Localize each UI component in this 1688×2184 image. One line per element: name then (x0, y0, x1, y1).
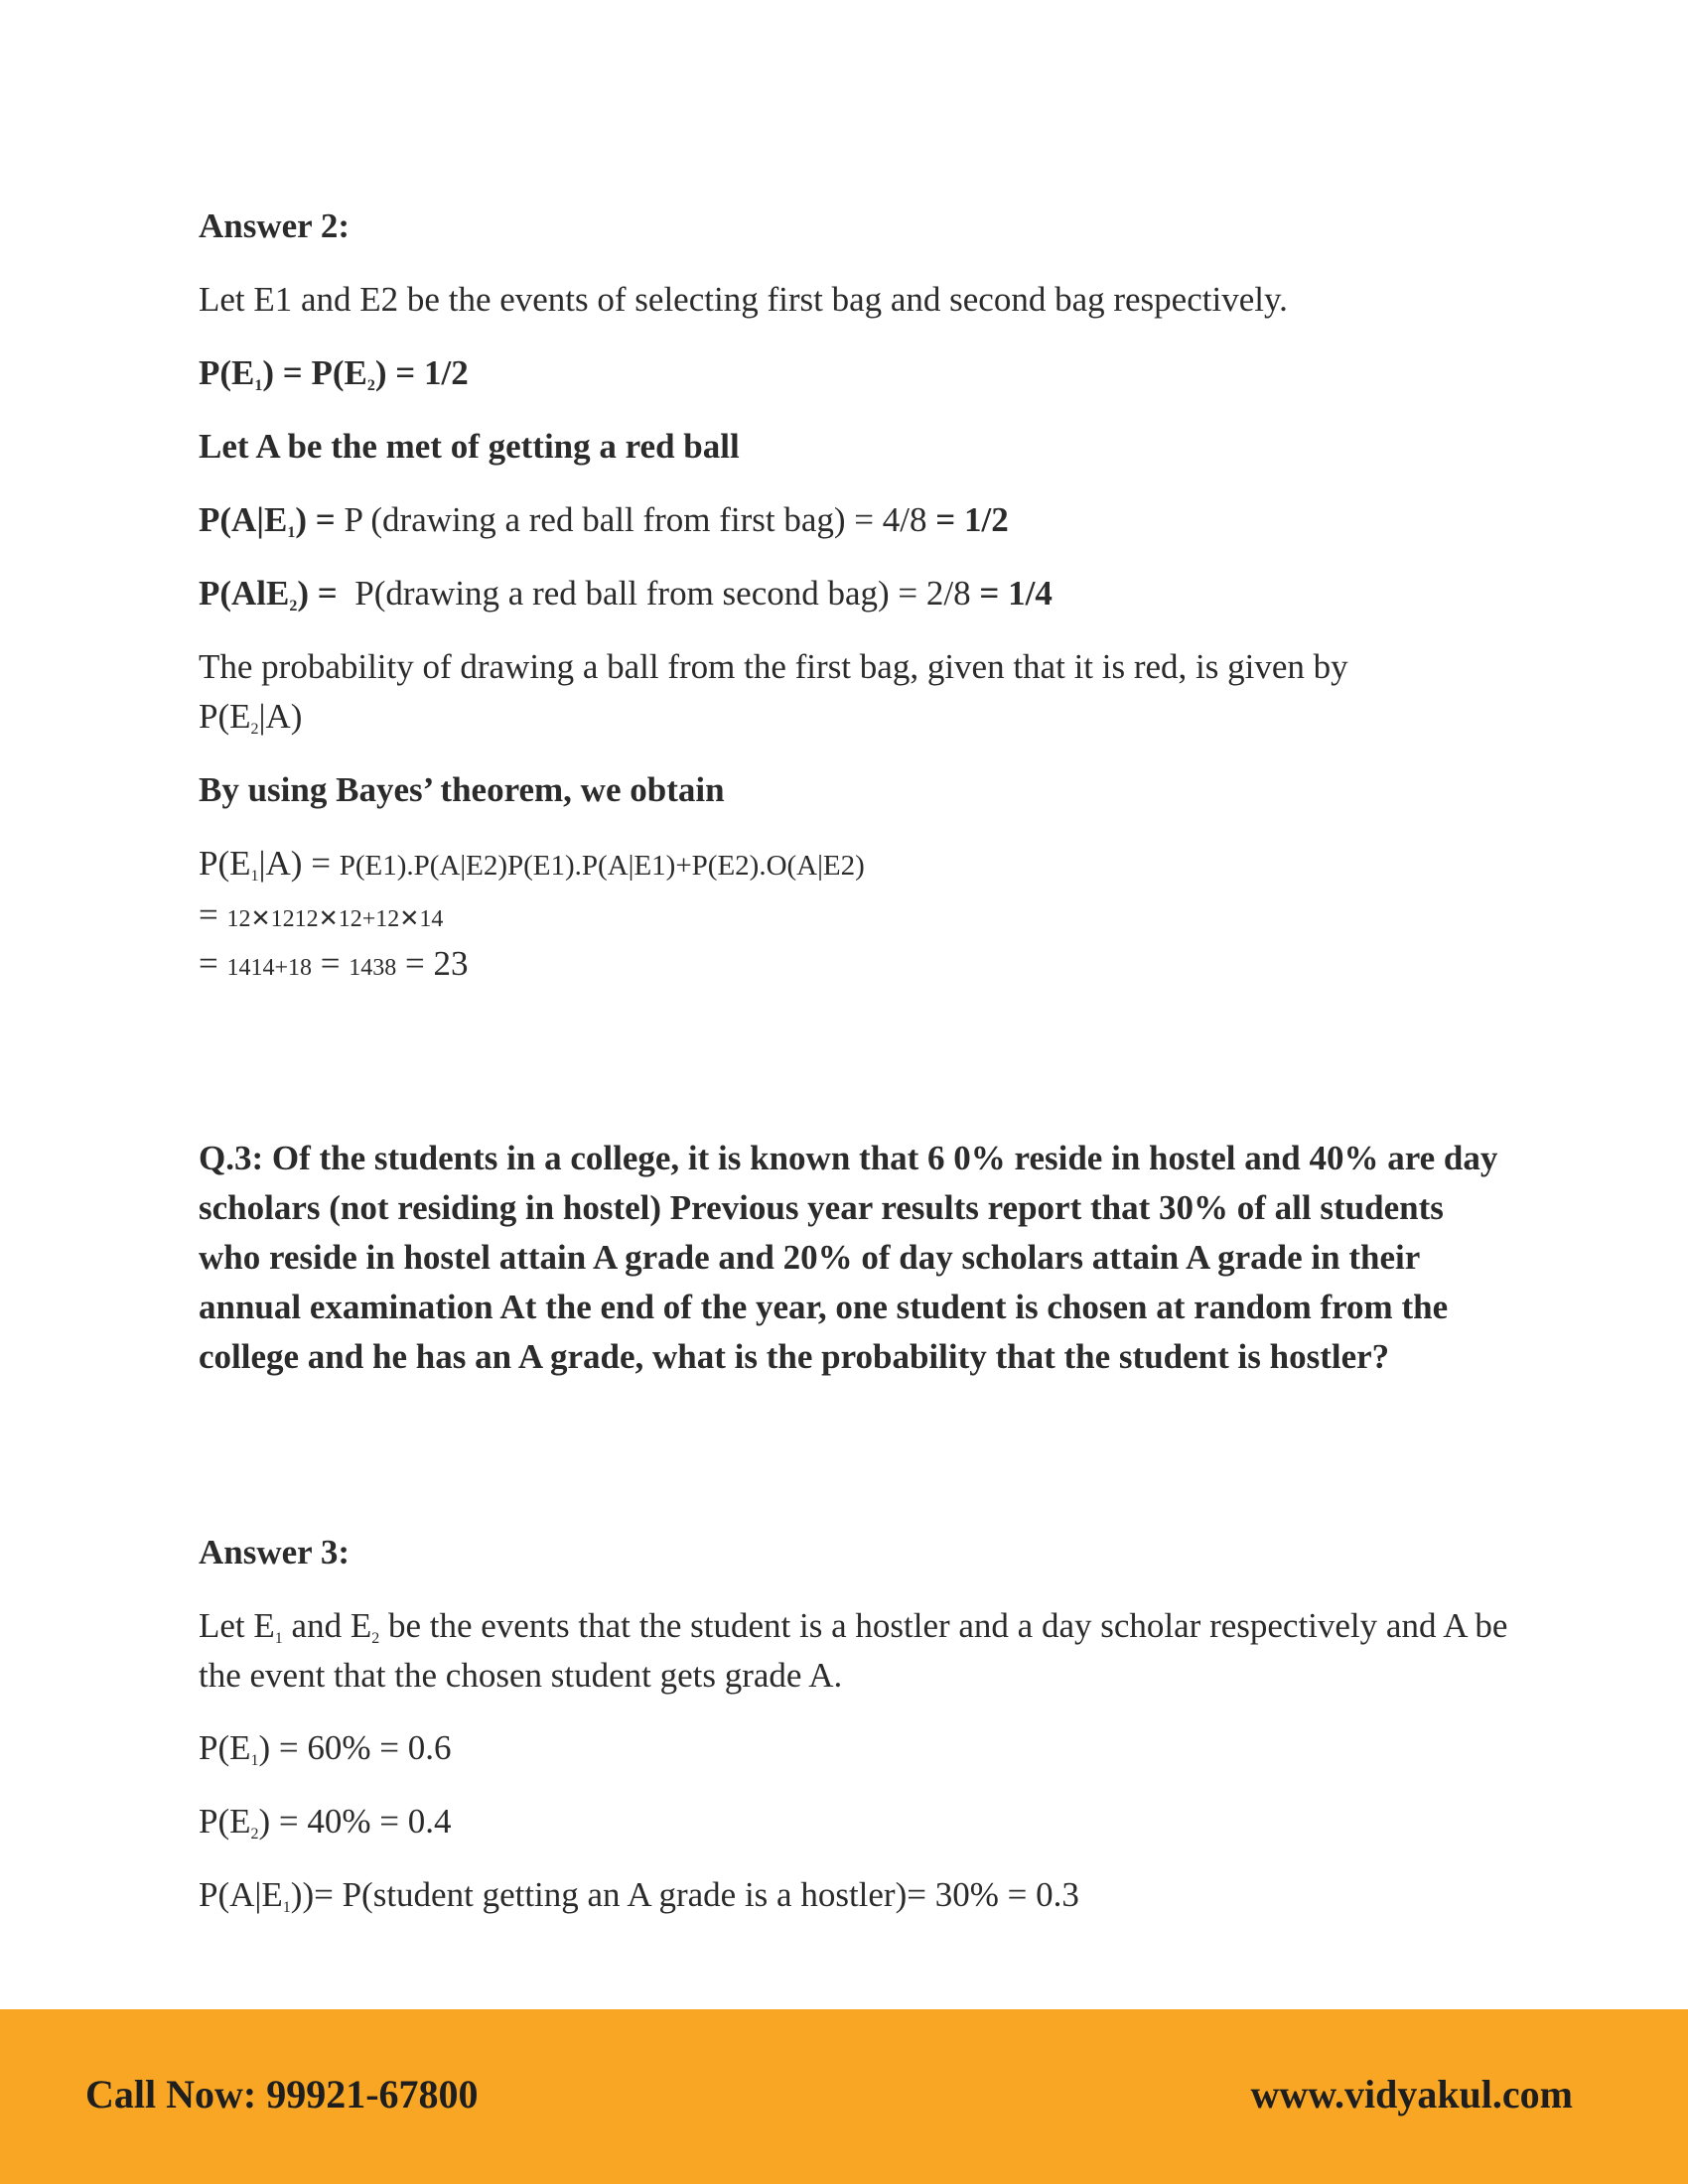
answer2-prob-line2: $P(E_2|A)$ (199, 697, 303, 738)
footer-call-now[interactable]: Call Now: 99921-67800 (85, 2072, 479, 2116)
answer2-intro: Let E1 and E2 be the events of selecting first bag and second bag respectively. (199, 280, 1288, 319)
answer3-p-a-e1: $P(A|E_1))=$ P(student getting an A grade is a hostler)= 30% = 0.3 (199, 1875, 1079, 1916)
answer2-p-e: $P(E_1) = P(E_2) = 1/2$ (199, 353, 469, 394)
answer2-prob-line1: The probability of drawing a ball from the first bag, given that it is red, is given by (199, 647, 1348, 686)
footer-website-link[interactable]: www.vidyakul.com (1250, 2072, 1573, 2116)
answer3-p-e2: $P(E_2) = 40\% = 0.4$ (199, 1802, 452, 1843)
answer2-heading: Answer 2: (199, 206, 350, 245)
answer2-formula1: $P(E_1|A) = P(E1).P(A|E2)P(E1).P(A|E1)+P(E2).O(A|E2)$ (199, 844, 865, 885)
question-3: Q.3: Of the students in a college, it is known that 6 0% reside in hostel and 40% are day scholars (not residing in hostel) Previous year results report that 30% of all students who reside in hostel attain A grade and 20% of day scholars attain A grade in their annual examination At the end of the year, one student is chosen at random from the college and he has an A grade, what is the probability that the student is hostler? (199, 1139, 1498, 1376)
answer3-heading: Answer 3: (199, 1533, 350, 1571)
answer3-p-e1: $P(E_1) = 60\% = 0.6$ (199, 1728, 452, 1769)
answer2-p-a-e1: $P(A|E_1) = P$ (drawing a red ball from first bag) = 4/8 = 1/2 (199, 500, 1009, 541)
footer-banner (0, 2009, 1688, 2184)
answer2-p-a-e2: P(AlE$_2$) = P(drawing a red ball from second bag) = 2/8 = 1/4 (199, 574, 1053, 614)
answer3-intro: Let $E_1$ and $E_2$ be the events that the student is a hostler and a day scholar respectively and A be the event that the chosen student gets grade A. (199, 1606, 1508, 1695)
answer2-let-a: Let A be the met of getting a red ball (199, 427, 740, 466)
answer2-formula3: = 1414+18 = 1438 = 23 (199, 944, 469, 983)
answer2-bayes: By using Bayes’ theorem, we obtain (199, 770, 725, 809)
answer2-formula2: = 12✕1212✕12+12✕14 (199, 895, 444, 934)
